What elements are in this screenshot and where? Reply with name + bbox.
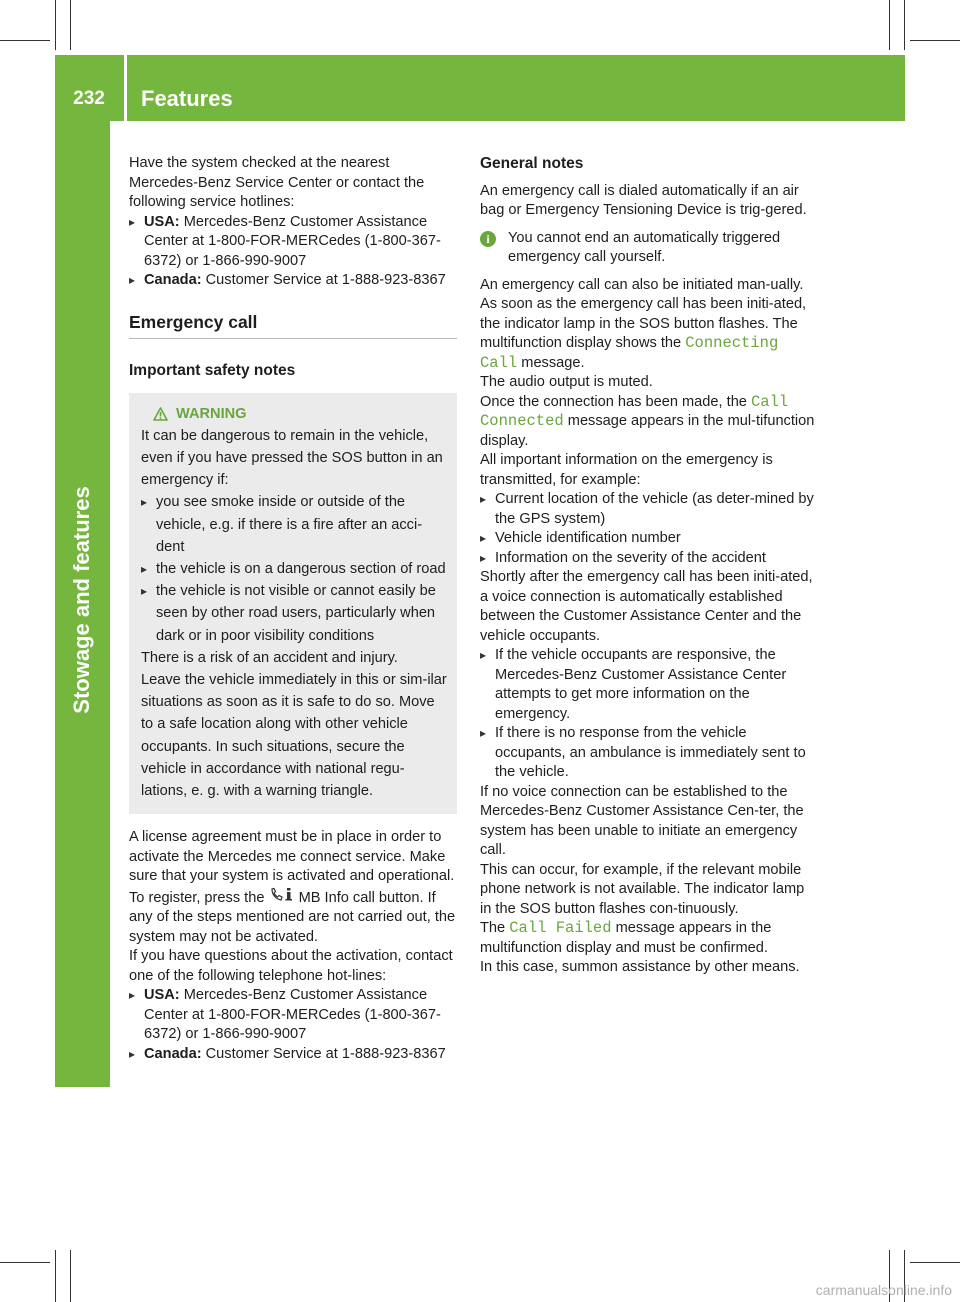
- hotline-text: Mercedes-Benz Customer Assistance Center at 1-800-FOR-MERCedes (1-800-367-6372) or 1-866-990-9007: [144, 987, 441, 1043]
- info-icon: i: [480, 231, 496, 247]
- crop-mark: [904, 0, 905, 50]
- crop-mark: [910, 40, 960, 41]
- warning-title: [141, 403, 449, 425]
- paragraph-post: message appears in the mul-tifunction display.: [480, 413, 815, 449]
- crop-mark: [55, 0, 56, 50]
- warning-advice: Leave the vehicle immediately in this or sim-ilar situations as soon as it is safe to do so. Move to a safe location along with other vehicle occupants. In such situations, secure the vehicle in accordance with national regu-lations, e. g. with a warning triangle.: [141, 671, 447, 799]
- paragraph: If no voice connection can be established to the Mercedes-Benz Customer Assistance Cen-ter, the system has been unable to initiate an emergency call.: [480, 783, 804, 858]
- list-item: [129, 986, 457, 1045]
- crop-mark: [55, 1250, 56, 1302]
- questions-text: If you have questions about the activation, contact one of the following telephone hot-lines:: [129, 948, 453, 984]
- hotline-label: Canada:: [144, 272, 202, 288]
- list-item: [129, 213, 457, 272]
- list-item: ▸ the vehicle is not visible or cannot easily be seen by other road users, particularly when dark or in poor visibility conditions: [141, 580, 449, 647]
- hotline-label: USA:: [144, 987, 180, 1004]
- hotline-list: [129, 213, 457, 291]
- list-item: ▸ Current location of the vehicle (as deter-mined by the GPS system): [480, 490, 815, 529]
- hotline-label: Canada:: [144, 1045, 202, 1062]
- warning-box: [129, 393, 457, 815]
- paragraph-pre: Once the connection has been made, the: [480, 393, 747, 410]
- list-item: ▸ If the vehicle occupants are responsive, the Mercedes-Benz Customer Assistance Center attempts to get more information on the emergency.: [480, 646, 815, 724]
- list-item: ▸ you see smoke inside or outside of the vehicle, e.g. if there is a fire after an acci-dent: [141, 491, 449, 558]
- mb-info-call-button-icon: [269, 887, 295, 908]
- display-message-connected: Call Connected: [480, 392, 789, 430]
- paragraph: [480, 919, 815, 958]
- license-text: [129, 828, 457, 947]
- list-item: ▸ the vehicle is on a dangerous section of road: [141, 558, 449, 580]
- list-item: ▸ Vehicle identification number: [480, 529, 815, 549]
- paragraph-post: message.: [521, 354, 585, 371]
- info-note: [480, 229, 815, 268]
- general-notes-heading: General notes: [480, 155, 584, 172]
- info-note-text: You cannot end an automatically triggered emergency call yourself.: [508, 229, 781, 265]
- crop-mark: [70, 1250, 71, 1302]
- hotline-text: Customer Service at 1-888-923-8367: [205, 1045, 446, 1062]
- list-item: [129, 1045, 457, 1065]
- paragraph: [480, 295, 815, 373]
- intro-text: Have the system checked at the nearest Mercedes-Benz Service Center or contact the following service hotlines:: [129, 155, 425, 210]
- crop-mark: [70, 0, 71, 50]
- warning-risk: There is a risk of an accident and injury.: [141, 649, 398, 666]
- page-number: 232: [73, 88, 105, 109]
- license-text-post: MB Info call button. If any of the steps mentioned are not carried out, the system may not be activated.: [129, 889, 456, 945]
- warning-title-text: WARNING: [176, 405, 247, 422]
- watermark: carmanualsonline.info: [815, 1282, 952, 1298]
- paragraph-pre: The: [480, 920, 506, 936]
- section-heading: Emergency call: [129, 313, 457, 340]
- right-column: [480, 154, 815, 978]
- subheading: Important safety notes: [129, 362, 296, 379]
- response-list: [480, 646, 815, 783]
- hotline-text: Mercedes-Benz Customer Assistance Center at 1-800-FOR-MERCedes (1-800-367-6372) or 1-866-990-9007: [144, 213, 441, 269]
- crop-mark: [889, 0, 890, 50]
- paragraph: In this case, summon assistance by other means.: [480, 959, 800, 975]
- paragraph: [480, 393, 815, 452]
- paragraph-post: message appears in the multifunction display and must be confirmed.: [480, 920, 772, 956]
- paragraph: Shortly after the emergency call has been initi-ated, a voice connection is automatically established between the Customer Assistance Center and the vehicle occupants.: [480, 569, 813, 644]
- paragraph: The audio output is muted.: [480, 374, 653, 390]
- transmitted-info-list: [480, 490, 815, 568]
- side-tab-label: Stowage and features: [69, 486, 94, 714]
- list-item: ▸ Information on the severity of the accident: [480, 549, 815, 569]
- crop-mark: [0, 40, 50, 41]
- hotline-list: [129, 986, 457, 1064]
- page-title: Features: [141, 86, 233, 111]
- paragraph-pre: As soon as the emergency call has been initi-ated, the indicator lamp in the SOS button flashes. The multifunction display shows the: [480, 296, 807, 351]
- paragraph: An emergency call is dialed automatically if an air bag or Emergency Tensioning Device is trig-gered.: [480, 182, 807, 218]
- header-divider: [124, 55, 127, 121]
- warning-triangle-icon: [153, 407, 168, 421]
- paragraph: All important information on the emergency is transmitted, for example:: [480, 452, 773, 488]
- warning-intro: It can be dangerous to remain in the vehicle, even if you have pressed the SOS button in an emergency if:: [141, 427, 443, 489]
- license-text-pre: A license agreement must be in place in order to activate the Mercedes me connect service. Make sure that your system is activated and operational. To register, press the: [129, 829, 455, 906]
- paragraph: This can occur, for example, if the relevant mobile phone network is not available. The indicator lamp in the SOS button flashes con-tinuously.: [480, 861, 805, 917]
- warning-list: [141, 491, 449, 646]
- crop-mark: [910, 1262, 960, 1263]
- list-item: ▸ If there is no response from the vehicle occupants, an ambulance is immediately sent to the vehicle.: [480, 724, 815, 783]
- crop-mark: [0, 1262, 50, 1263]
- paragraph: An emergency call can also be initiated man-ually.: [480, 276, 804, 293]
- display-message-failed: Call Failed: [509, 919, 612, 937]
- display-message-connecting: Connecting Call: [480, 334, 779, 372]
- hotline-text: Customer Service at 1-888-923-8367: [205, 272, 446, 288]
- list-item: [129, 271, 457, 291]
- hotline-label: USA:: [144, 213, 180, 230]
- left-column: [129, 154, 457, 1064]
